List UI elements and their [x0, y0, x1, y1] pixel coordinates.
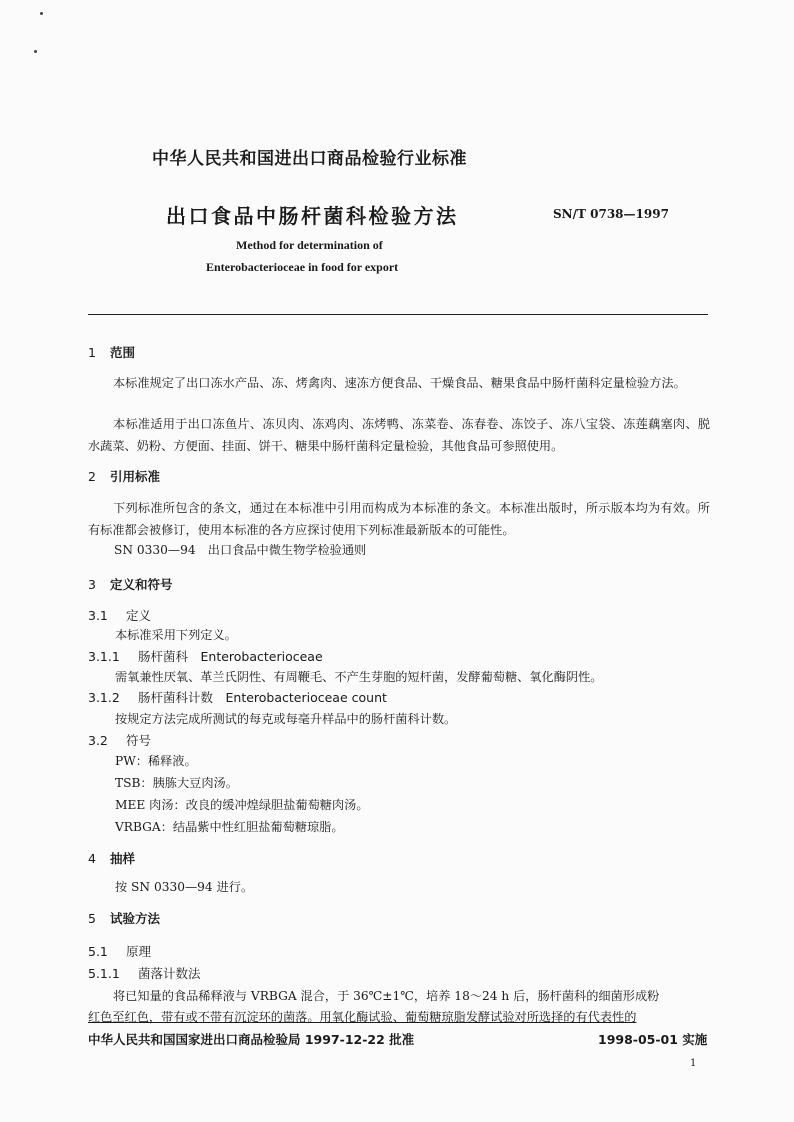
subsection-title: 定义 — [126, 608, 152, 623]
scan-speck — [34, 50, 37, 53]
subsection-title: 符号 — [126, 733, 152, 748]
section-number: 1 — [88, 345, 96, 360]
subsection-3-1-heading — [88, 606, 151, 624]
section-title: 试验方法 — [110, 911, 161, 926]
subsection-title: 肠杆菌科计数 Enterobacterioceae count — [138, 690, 387, 705]
section-2-paragraph: 下列标准所包含的条文，通过在本标准中引用而构成为本标准的条文。本标准出版时，所示版本均为有效。所有标准都会被修订，使用本标准的各方应探讨使用下列标准最新版本的可能性。 — [88, 501, 710, 537]
section-5-heading — [88, 909, 160, 927]
section-number: 4 — [88, 851, 96, 866]
standard-number: SN/T 0738—1997 — [553, 207, 669, 221]
section-title: 范围 — [110, 345, 136, 360]
subsection-3-2-heading — [88, 731, 151, 749]
section-1-paragraph-1: 本标准规定了出口冻水产品、冻、烤禽肉、速冻方便食品、干燥食品、糖果食品中肠杆菌科定量检验方法。 — [113, 376, 686, 390]
approval-statement: 中华人民共和国国家进出口商品检验局 1997-12-22 批准 — [88, 1032, 415, 1047]
section-title: 抽样 — [110, 851, 136, 866]
subsection-3-1-2-heading — [88, 688, 387, 706]
section-2-heading — [88, 467, 160, 485]
section-number: 3 — [88, 577, 96, 592]
section-4-text: 按 SN 0330—94 进行。 — [115, 880, 254, 894]
section-title: 引用标准 — [110, 469, 161, 484]
header-rule — [88, 314, 708, 315]
section-1-heading — [88, 343, 135, 361]
section-3-heading — [88, 575, 173, 593]
subsection-number: 3.1.1 — [88, 649, 120, 664]
effective-date: 1998-05-01 实施 — [598, 1032, 708, 1047]
symbol-item: PW：稀释液。 — [115, 754, 197, 768]
issuer-heading: 中华人民共和国进出口商品检验行业标准 — [152, 149, 467, 169]
page-number: 1 — [690, 1058, 697, 1069]
referenced-standard: SN 0330—94 出口食品中微生物学检验通则 — [114, 543, 367, 557]
section-1-paragraph-2: 本标准适用于出口冻鱼片、冻贝肉、冻鸡肉、冻烤鸭、冻菜卷、冻春卷、冻饺子、冻八宝袋、冻莲藕塞肉、脱水蔬菜、奶粉、方便面、挂面、饼干、糖果中肠杆菌科定量检验，其他食品可参照使用。 — [88, 417, 710, 453]
subsection-3-1-1-heading — [88, 647, 323, 665]
subsection-5-1-heading — [88, 942, 151, 960]
subsection-5-1-1-text-line2: 红色至红色，带有或不带有沉淀环的菌落。用氧化酶试验、葡萄糖琼脂发酵试验对所选择的有代表性的 — [88, 1010, 637, 1024]
subsection-number: 5.1.1 — [88, 966, 120, 981]
symbol-item: MEE 肉汤：改良的缓冲煌绿胆盐葡萄糖肉汤。 — [115, 798, 369, 812]
section-number: 2 — [88, 469, 96, 484]
symbol-item: VRBGA：结晶紫中性红胆盐葡萄糖琼脂。 — [115, 820, 344, 834]
section-4-heading — [88, 849, 135, 867]
subsection-5-1-1-heading — [88, 964, 201, 982]
section-number: 5 — [88, 911, 96, 926]
symbol-item: TSB：胰胨大豆肉汤。 — [115, 776, 238, 790]
subsection-number: 3.1.2 — [88, 690, 120, 705]
standard-title-en-line2: Enterobacterioceae in food for export — [206, 260, 399, 274]
section-title: 定义和符号 — [110, 577, 173, 592]
subsection-number: 3.1 — [88, 608, 108, 623]
subsection-number: 3.2 — [88, 733, 108, 748]
subsection-3-1-1-text: 需氧兼性厌氧、革兰氏阴性、有周鞭毛、不产生芽胞的短杆菌，发酵葡萄糖、氧化酶阴性。 — [115, 670, 603, 684]
subsection-3-1-2-text: 按规定方法完成所测试的每克或每毫升样品中的肠杆菌科计数。 — [115, 712, 457, 726]
subsection-title: 菌落计数法 — [138, 966, 201, 981]
subsection-3-1-text: 本标准采用下列定义。 — [115, 628, 237, 642]
subsection-number: 5.1 — [88, 944, 108, 959]
standard-title-en-line1: Method for determination of — [236, 238, 383, 252]
subsection-title: 肠杆菌科 Enterobacterioceae — [138, 649, 323, 664]
standard-title-cn: 出口食品中肠杆菌科检验方法 — [166, 204, 459, 228]
subsection-title: 原理 — [126, 944, 152, 959]
subsection-5-1-1-text-line1: 将已知量的食品稀释液与 VRBGA 混合，于 36℃±1℃，培养 18～24 h 后，肠杆菌科的细菌形成粉 — [113, 989, 660, 1003]
scan-speck — [40, 12, 43, 15]
